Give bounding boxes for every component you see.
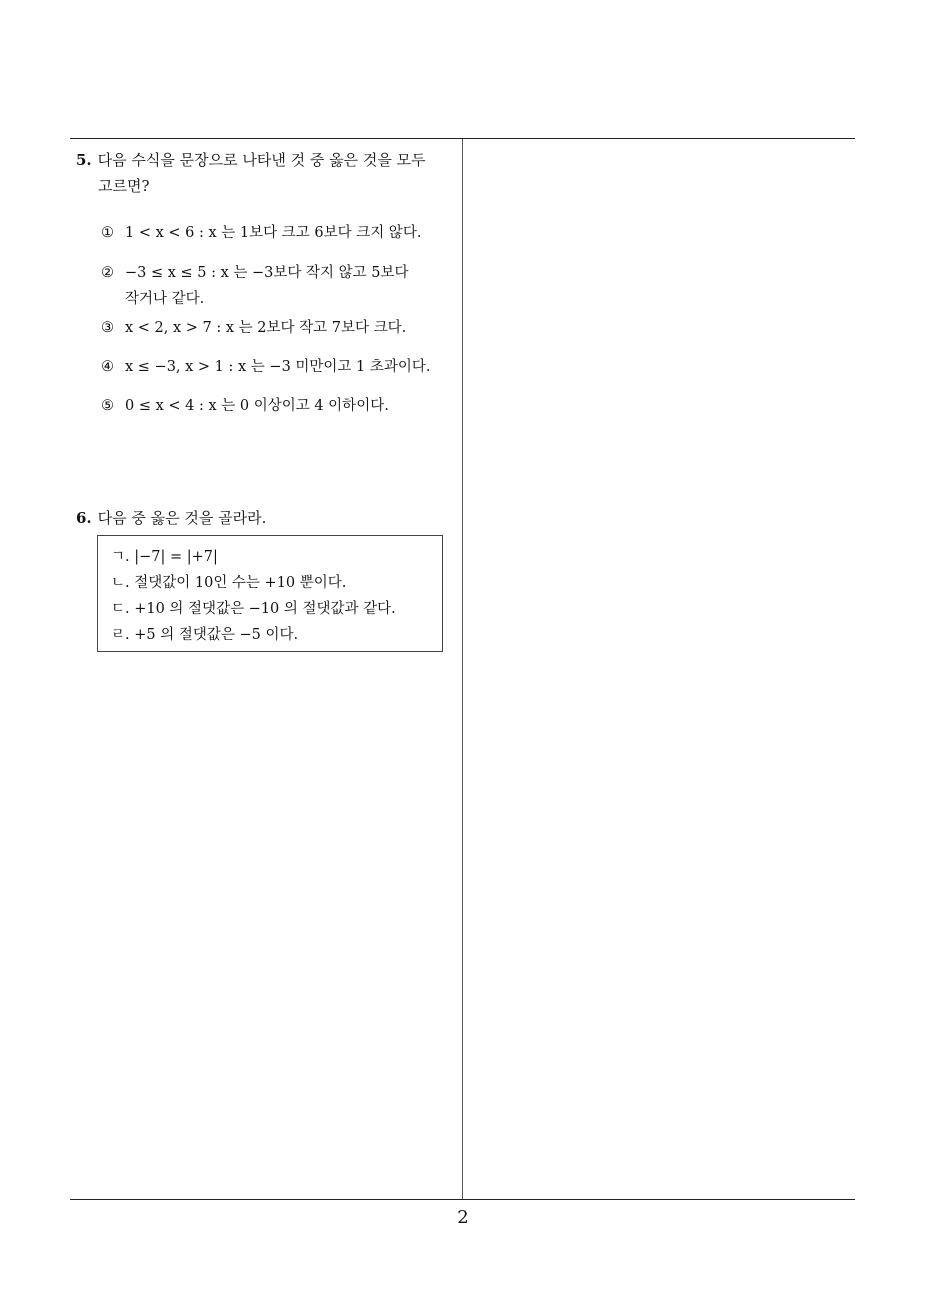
question-5 (76, 147, 456, 199)
choice-2-mark: ② (101, 265, 114, 281)
question-5-line1 (76, 147, 456, 173)
choice-5-mark: ⑤ (101, 398, 114, 414)
statement-item: ㄷ. +10 의 절댓값은 −10 의 절댓값과 같다. (111, 601, 396, 617)
footer-rule (70, 1199, 855, 1200)
choice-2-text-line1: −3 ≤ x ≤ 5 : x 는 −3보다 작지 않고 5보다 (125, 265, 409, 281)
choice-4-mark: ④ (101, 359, 114, 375)
statement-item: ㄱ. |−7| = |+7| (111, 549, 218, 565)
choice-3 (101, 315, 446, 341)
choice-2 (101, 260, 446, 312)
question-5-prompt-line1: 다음 수식을 문장으로 나타낸 것 중 옳은 것을 모두 (97, 151, 426, 169)
choice-1-text: 1 < x < 6 : x 는 1보다 크고 6보다 크지 않다. (125, 225, 422, 241)
question-6-number: 6. (76, 509, 92, 527)
choice-3-text: x < 2, x > 7 : x 는 2보다 작고 7보다 크다. (125, 320, 407, 336)
question-5-prompt-line2: 고르면? (98, 177, 150, 195)
choice-5 (101, 393, 446, 419)
choice-4 (101, 354, 446, 380)
question-6-statement-box (97, 535, 443, 652)
question-6-prompt: 다음 중 옳은 것을 골라라. (97, 509, 267, 527)
statement-item: ㄴ. 절댓값이 10인 수는 +10 뿐이다. (111, 575, 347, 591)
statement-item: ㄹ. +5 의 절댓값은 −5 이다. (111, 627, 299, 643)
choice-1 (101, 220, 446, 246)
choice-3-mark: ③ (101, 320, 114, 336)
question-5-number: 5. (76, 151, 92, 169)
question-6 (76, 505, 456, 531)
column-divider (462, 139, 463, 1199)
choice-1-mark: ① (101, 225, 114, 241)
choice-4-text: x ≤ −3, x > 1 : x 는 −3 미만이고 1 초과이다. (125, 359, 431, 375)
page-number: 2 (457, 1207, 469, 1228)
choice-2-text-line2: 작거나 같다. (125, 291, 205, 307)
choice-5-text: 0 ≤ x < 4 : x 는 0 이상이고 4 이하이다. (125, 398, 389, 414)
